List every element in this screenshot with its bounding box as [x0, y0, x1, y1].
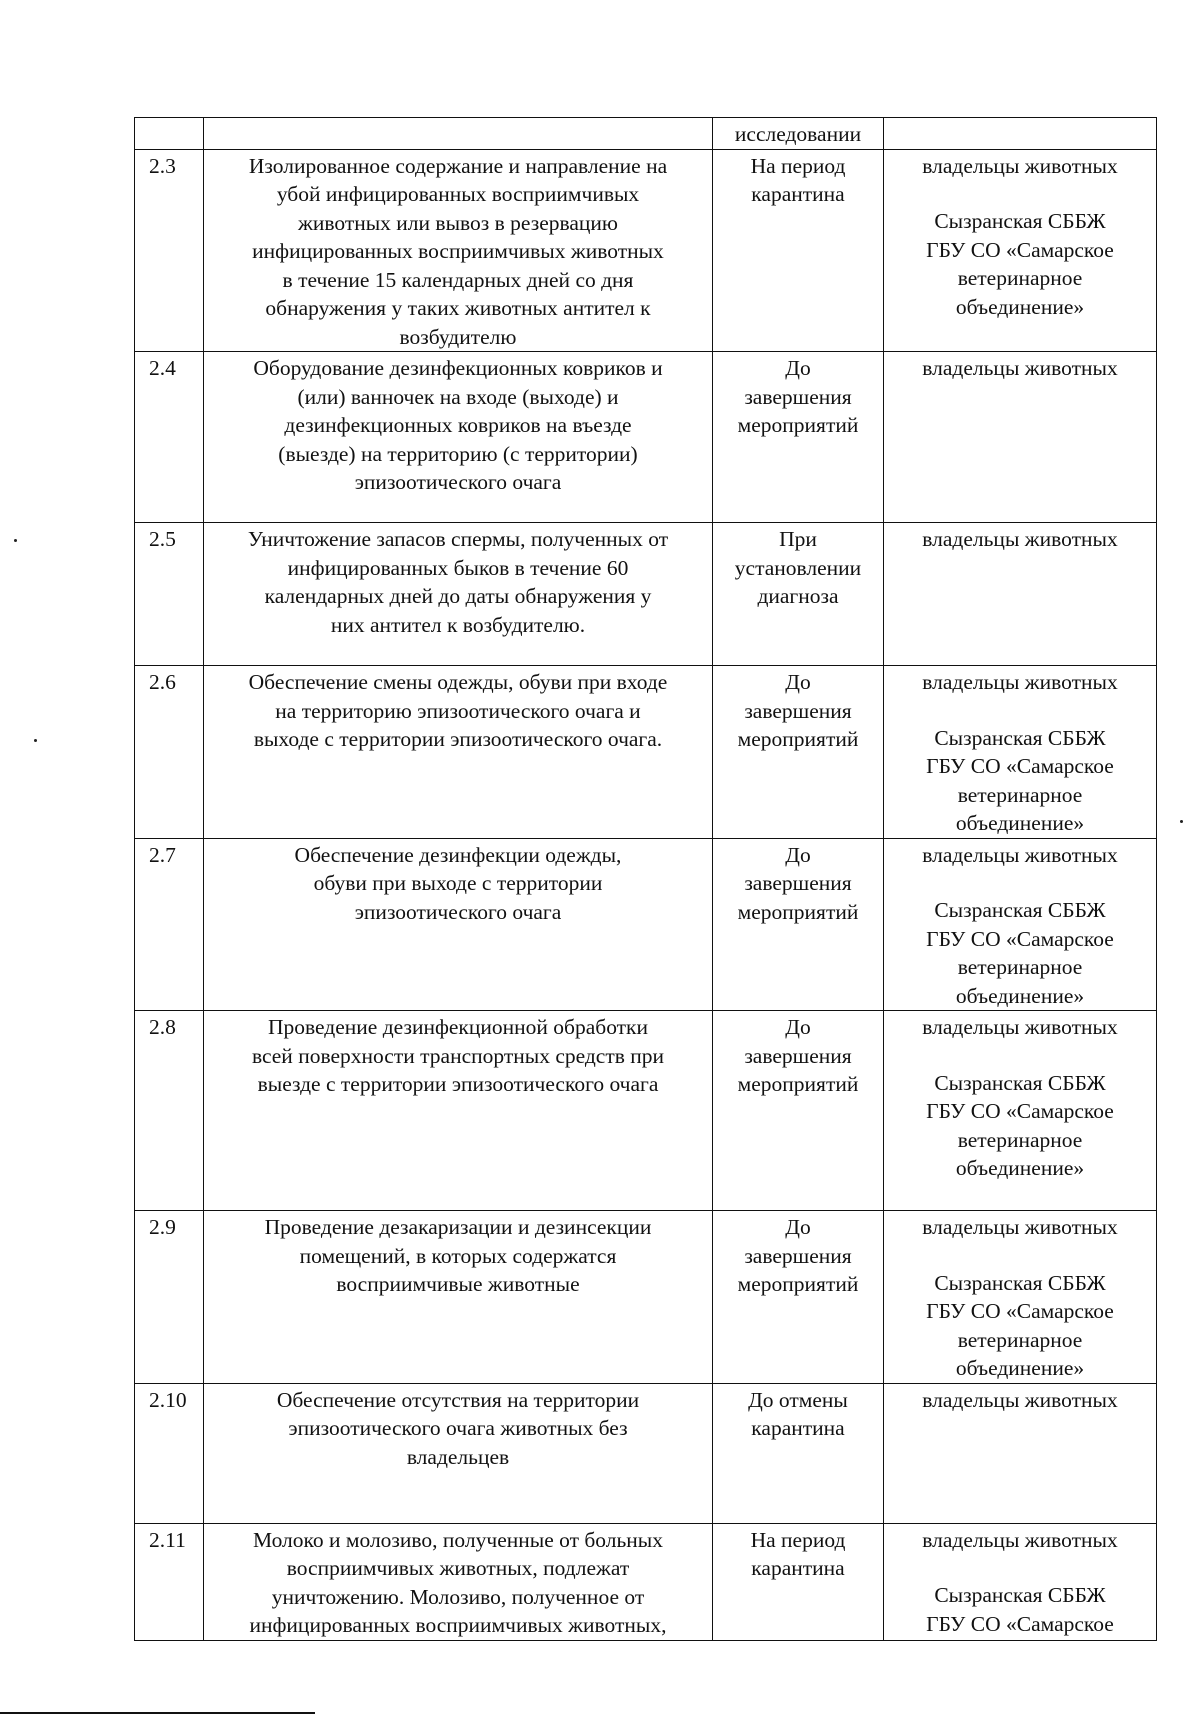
measure-line: обнаружения у таких животных антител к: [265, 296, 651, 320]
term-cell: [713, 1523, 884, 1640]
term-line: До: [785, 356, 811, 380]
row-number: 2.5: [149, 527, 176, 551]
measure-line: Проведение дезинфекционной обработки: [267, 1015, 649, 1039]
table-row: [135, 666, 1157, 839]
responsible-line: ГБУ СО «Самарское: [926, 926, 1114, 951]
responsible-line: ветеринарное: [957, 1327, 1083, 1352]
row-number-cell: [135, 149, 204, 352]
measure-line: уничтожению. Молозиво, полученное от: [271, 1584, 645, 1609]
responsible-cell: [884, 352, 1157, 523]
measure-line: эпизоотического очага животных без: [288, 1416, 628, 1440]
row-number-cell: [135, 666, 204, 839]
responsible-line: ГБУ СО «Самарское: [926, 1099, 1114, 1123]
term-line: мероприятий: [737, 727, 859, 751]
row-number: 2.6: [149, 670, 176, 694]
responsible-line: ГБУ СО «Самарское: [926, 1299, 1114, 1323]
measure-line: (выезде) на территорию (с территории): [278, 441, 638, 466]
term-cell: [713, 1011, 884, 1211]
term-line: карантина: [751, 182, 845, 206]
line-gap: [890, 1042, 1150, 1069]
measure-line: Обеспечение отсутствия на территории: [276, 1387, 640, 1412]
measure-line: инфицированных восприимчивых животных: [252, 239, 664, 263]
term-cell: [713, 1383, 884, 1523]
measure-line: всей поверхности транспортных средств при: [251, 1043, 665, 1068]
responsible-line: ГБУ СО «Самарское: [926, 237, 1114, 262]
table-row: [135, 1211, 1157, 1384]
responsible-line: объединение»: [955, 1356, 1085, 1380]
responsible-cell: [884, 523, 1157, 666]
row-number: 2.4: [149, 356, 176, 380]
measure-line: возбудителю: [399, 324, 517, 349]
responsible-cell: [884, 118, 1157, 150]
responsible-cell: [884, 149, 1157, 352]
term-line: карантина: [751, 1556, 845, 1580]
term-line: До отмены: [748, 1387, 848, 1412]
measure-cell: [204, 1383, 713, 1523]
measure-line: Проведение дезакаризации и дезинсекции: [264, 1215, 652, 1239]
responsible-line: ГБУ СО «Самарское: [926, 754, 1114, 778]
measure-line: них антител к возбудителю.: [330, 612, 586, 637]
responsible-line: владельцы животных: [922, 1215, 1118, 1239]
row-number-cell: [135, 838, 204, 1011]
measure-line: восприимчивых животных, подлежат: [286, 1556, 630, 1580]
responsible-cell: [884, 1211, 1157, 1384]
term-line: диагноза: [757, 584, 839, 608]
term-line: До: [785, 1215, 811, 1239]
responsible-line: Сызранская СББЖ: [934, 209, 1106, 233]
responsible-cell: [884, 838, 1157, 1011]
term-line: мероприятий: [737, 1272, 859, 1296]
measures-table: [134, 117, 1157, 1641]
measure-line: в течение 15 календарных дней со дня: [282, 267, 634, 292]
line-gap: [890, 180, 1150, 207]
measure-line: на территорию эпизоотического очага и: [275, 698, 641, 723]
table-body: [135, 118, 1157, 1641]
measure-line: Изолированное содержание и направление на: [248, 153, 668, 178]
term-cell: [713, 1211, 884, 1384]
term-line: До: [785, 1015, 811, 1039]
term-line: завершения: [744, 1043, 852, 1068]
responsible-cell: [884, 666, 1157, 839]
line-gap: [890, 869, 1150, 896]
term-line: На период: [750, 153, 846, 178]
measure-line: убой инфицированных восприимчивых: [276, 182, 640, 206]
responsible-line: Сызранская СББЖ: [934, 898, 1106, 922]
measure-line: животных или вывоз в резервацию: [298, 210, 618, 235]
measure-line: инфицированных быков в течение 60: [287, 555, 629, 580]
measure-line: инфицированных восприимчивых животных,: [249, 1613, 667, 1637]
measure-cell: [204, 118, 713, 150]
measure-line: владельцев: [406, 1444, 510, 1469]
responsible-line: владельцы животных: [922, 1527, 1118, 1552]
responsible-line: ветеринарное: [957, 955, 1083, 979]
page-edge-rule: [0, 1712, 315, 1714]
term-line: завершения: [744, 384, 852, 409]
measure-line: помещений, в которых содержатся: [299, 1243, 617, 1268]
table-row: [135, 838, 1157, 1011]
responsible-line: Сызранская СББЖ: [934, 1070, 1106, 1095]
measure-cell: [204, 352, 713, 523]
responsible-line: владельцы животных: [922, 1387, 1118, 1412]
measure-cell: [204, 523, 713, 666]
term-cell: [713, 149, 884, 352]
responsible-line: ветеринарное: [957, 1127, 1083, 1152]
responsible-cell: [884, 1523, 1157, 1640]
measure-line: выезде с территории эпизоотического очага: [257, 1072, 659, 1096]
table-row: [135, 149, 1157, 352]
row-number: 2.10: [149, 1387, 187, 1412]
row-number-cell: [135, 1523, 204, 1640]
row-number-cell: [135, 352, 204, 523]
measure-line: Обеспечение смены одежды, обуви при входе: [248, 670, 668, 694]
responsible-line: объединение»: [955, 294, 1085, 319]
measure-line: дезинфекционных ковриков на въезде: [284, 413, 632, 437]
row-number-cell: [135, 1011, 204, 1211]
term-line: мероприятий: [737, 1072, 859, 1096]
term-cell: [713, 523, 884, 666]
measure-line: Уничтожение запасов спермы, полученных от: [247, 527, 669, 551]
measure-line: обуви при выходе с территории: [313, 871, 603, 895]
measure-cell: [204, 149, 713, 352]
responsible-line: объединение»: [955, 983, 1085, 1008]
measure-line: Оборудование дезинфекционных ковриков и: [253, 356, 663, 380]
term-line: До: [785, 842, 811, 867]
responsible-line: ветеринарное: [957, 266, 1083, 290]
line-gap: [890, 1242, 1150, 1269]
term-line: мероприятий: [737, 413, 859, 437]
row-number-cell: [135, 1383, 204, 1523]
term-line: завершения: [744, 698, 852, 723]
table-row: [135, 1011, 1157, 1211]
line-gap: [890, 1554, 1150, 1581]
measure-line: эпизоотического очага: [354, 470, 562, 494]
term-line: При: [779, 527, 817, 551]
responsible-line: ветеринарное: [957, 782, 1083, 807]
measure-cell: [204, 1211, 713, 1384]
line-gap: [890, 697, 1150, 724]
row-number: 2.9: [149, 1215, 176, 1239]
responsible-line: Сызранская СББЖ: [934, 1270, 1106, 1295]
term-line: завершения: [744, 871, 852, 895]
measure-line: Обеспечение дезинфекции одежды,: [294, 842, 622, 867]
term-cell: [713, 666, 884, 839]
measure-line: (или) ванночек на входе (выходе) и: [297, 384, 619, 409]
scan-speck: [14, 539, 17, 542]
term-cell: [713, 838, 884, 1011]
row-number-cell: [135, 523, 204, 666]
table-row: [135, 1523, 1157, 1640]
measure-line: Молоко и молозиво, полученные от больных: [252, 1527, 663, 1552]
row-number: 2.3: [149, 153, 176, 178]
term-line: На период: [750, 1527, 846, 1552]
row-number-cell: [135, 1211, 204, 1384]
responsible-cell: [884, 1011, 1157, 1211]
table-row: [135, 352, 1157, 523]
measure-cell: [204, 666, 713, 839]
row-number-cell: [135, 118, 204, 150]
row-number: 2.7: [149, 842, 176, 867]
responsible-line: Сызранская СББЖ: [934, 1583, 1106, 1607]
responsible-cell: [884, 1383, 1157, 1523]
term-line: установлении: [734, 555, 862, 580]
measure-cell: [204, 1523, 713, 1640]
term-line: мероприятий: [737, 899, 859, 924]
measure-line: восприимчивые животные: [336, 1272, 580, 1296]
measure-line: выходе с территории эпизоотического очага.: [253, 727, 663, 751]
responsible-line: владельцы животных: [922, 670, 1118, 694]
term-line: До: [785, 670, 811, 694]
term-cell: [713, 118, 884, 150]
term-line: карантина: [751, 1416, 845, 1440]
responsible-line: объединение»: [955, 1156, 1085, 1180]
row-number: 2.11: [149, 1527, 186, 1552]
responsible-line: владельцы животных: [922, 527, 1118, 551]
measure-line: эпизоотического очага: [354, 899, 562, 924]
responsible-line: объединение»: [955, 811, 1085, 835]
term-line: исследовании: [734, 122, 862, 146]
row-number: 2.8: [149, 1015, 176, 1039]
responsible-line: владельцы животных: [922, 356, 1118, 380]
measure-cell: [204, 1011, 713, 1211]
responsible-line: Сызранская СББЖ: [934, 725, 1106, 750]
table-row-top: [135, 118, 1157, 150]
responsible-line: владельцы животных: [922, 842, 1118, 867]
table-row: [135, 523, 1157, 666]
scan-speck: [34, 739, 37, 742]
responsible-line: владельцы животных: [922, 1015, 1118, 1039]
responsible-line: ГБУ СО «Самарское: [926, 1611, 1114, 1636]
responsible-line: владельцы животных: [922, 153, 1118, 178]
measure-cell: [204, 838, 713, 1011]
term-cell: [713, 352, 884, 523]
scan-speck: [1180, 820, 1183, 823]
measure-line: календарных дней до даты обнаружения у: [264, 584, 652, 608]
table-row: [135, 1383, 1157, 1523]
term-line: завершения: [744, 1243, 852, 1268]
